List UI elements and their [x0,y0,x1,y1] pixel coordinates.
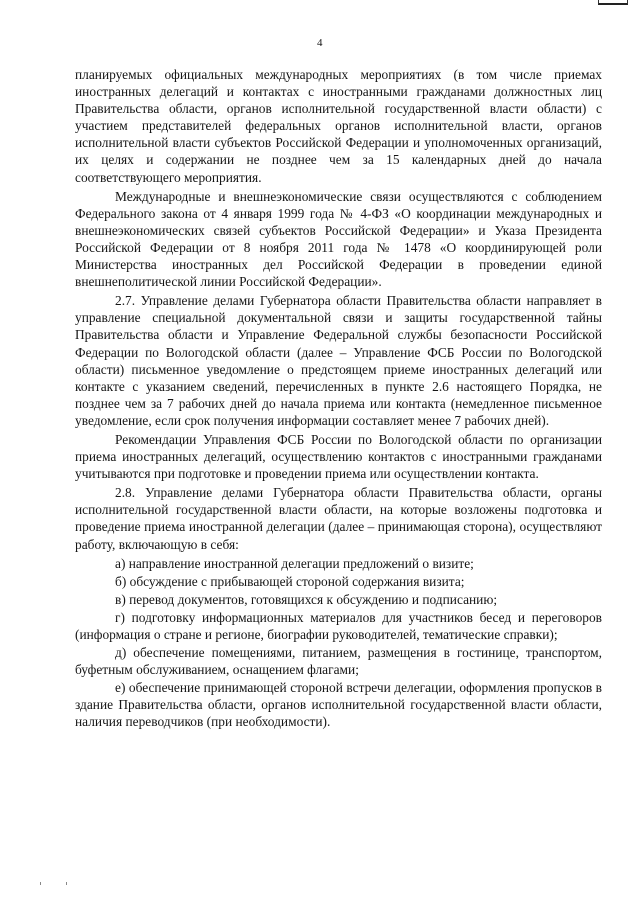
list-item-e: д) обеспечение помещениями, питанием, размещения в гостинице, транспортом, буфетным обслуживанием, оснащением флагами; [75,645,602,678]
scan-corner-mark [598,0,628,5]
document-body [75,66,602,732]
paragraph-international-relations: Международные и внешнеэкономические связи осуществляются с соблюдением Федерального закона от 4 января 1999 года № 4-ФЗ «О координации международных и внешнеэкономических связей субъектов Российской Федерации» и Указа Президента Российской Федерации от 8 ноября 2011 года № 1478 «О координирующей роли Министерства иностранных дел Российской Федерации в проведении единой внешнеполитической линии Российской Федерации». [75,188,602,290]
list-item-a: а) направление иностранной делегации предложений о визите; [115,555,474,571]
paragraph-section-2-7: 2.7. Управление делами Губернатора области Правительства области направляет в управление специальной документальной связи и защиты государственной тайны Правительства области и Управление Федеральной службы безопасности Российской Федерации по Вологодской области (далее – Управление ФСБ России по Вологодской области) письменное уведомление о предстоящем приеме иностранных делегаций или контакте с указанием сведений, перечисленных в пункте 2.6 настоящего Порядка, не позднее чем за 7 рабочих дней до начала приема или контакта (немедленное письменное уведомление, если срок получения информации составляет менее 7 рабочих дней). [75,293,602,428]
list-item-f: е) обеспечение принимающей стороной встречи делегации, оформления пропусков в здание Правительства области, органов исполнительной государственной власти области, наличия переводчиков (при необходимости). [75,680,602,730]
list-item-d: г) подготовку информационных материалов для участников бесед и переговоров (информация о стране и регионе, биографии руководителей, тематические справки); [75,609,602,642]
list-item-c: в) перевод документов, готовящихся к обсуждению и подписанию; [115,591,498,607]
scan-speck [66,882,67,885]
list-item-b: б) обсуждение с прибывающей стороной содержания визита; [115,573,465,589]
page-number: 4 [317,37,323,49]
paragraph-fsb-recommendations: Рекомендации Управления ФСБ России по Вологодской области по организации приема иностранных делегаций, осуществлению контактов с иностранными гражданами учитываются при подготовке и проведении приема или осуществлении контакта. [75,431,602,482]
scan-speck [40,882,41,885]
paragraph-continuation: планируемых официальных международных мероприятиях (в том числе приемах иностранных делегаций и контактах с иностранными гражданами должностных лиц Правительства области, органов исполнительной государственной власти области) с участием представителей федеральных органов исполнительной власти, органов исполнительной власти субъектов Российской Федерации и уполномоченных организаций, их целях и содержании не позднее чем за 15 календарных дней до начала соответствующего мероприятия. [75,67,602,185]
paragraph-section-2-8: 2.8. Управление делами Губернатора области Правительства области, органы исполнительной государственной власти области, на которые возложены подготовка и проведение приема иностранной делегации (далее – принимающая сторона), осуществляют работу, включающую в себя: [75,485,602,552]
